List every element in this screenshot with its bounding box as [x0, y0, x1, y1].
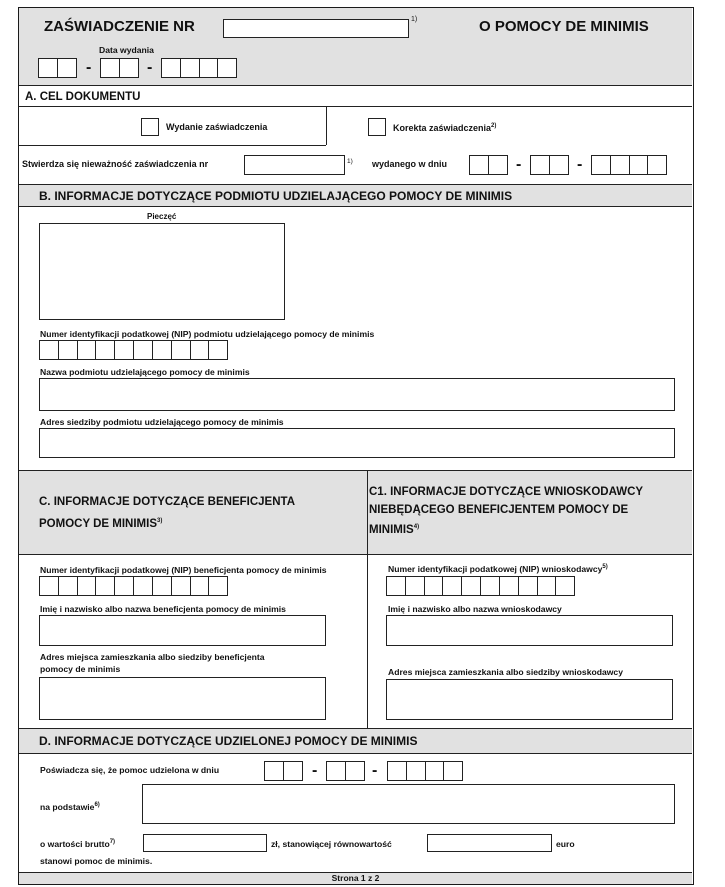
currency-label: euro: [556, 839, 575, 849]
section-c-title-line2: POMOCY DE MINIMIS$^{3)}$: [39, 518, 163, 530]
equivalent-label: zł, stanowiącej równowartość: [271, 839, 392, 849]
applicant-name-input[interactable]: [386, 615, 673, 646]
correction-option-label: Korekta zaświadczenia$^{2)}$: [393, 123, 497, 133]
applicant-nip-input[interactable]: [386, 576, 575, 596]
beneficiary-name-label: Imię i nazwisko albo nazwa beneficjenta pomocy de minimis: [40, 604, 286, 614]
invalid-date-year[interactable]: [591, 155, 667, 175]
legal-basis-input[interactable]: [142, 784, 675, 824]
document-title: ZAŚWIADCZENIE NR: [44, 18, 195, 35]
issue-option-label: Wydanie zaświadczenia: [166, 122, 268, 132]
beneficiary-address-label-line2: pomocy de minimis: [40, 664, 121, 674]
beneficiary-address-input[interactable]: [39, 677, 326, 720]
invalidity-label: Stwierdza się nieważność zaświadczenia nr: [22, 159, 209, 169]
granted-date-day[interactable]: [264, 761, 303, 781]
form-frame: [18, 7, 694, 885]
date-separator: -: [312, 762, 318, 779]
stamp-label: Pieczęć: [147, 212, 177, 221]
legal-basis-label: na podstawie$^{6)}$: [40, 802, 100, 812]
section-c-title: C. INFORMACJE DOTYCZĄCE BENEFICJENTA: [39, 496, 295, 508]
beneficiary-address-label: Adres miejsca zamieszkania albo siedziby beneficjenta: [40, 652, 265, 662]
gross-value-label: o wartości brutto$^{7)}$: [40, 839, 116, 849]
applicant-address-label: Adres miejsca zamieszkania albo siedziby wnioskodawcy: [388, 667, 623, 677]
invalid-date-day[interactable]: [469, 155, 508, 175]
closing-label: stanowi pomoc de minimis.: [40, 856, 153, 866]
beneficiary-name-input[interactable]: [39, 615, 326, 646]
date-separator: -: [577, 156, 583, 173]
gross-value-input[interactable]: [143, 834, 267, 852]
grantor-address-input[interactable]: [39, 428, 675, 458]
invalidated-number-input[interactable]: [244, 155, 345, 175]
grantor-address-label: Adres siedziby podmiotu udzielającego pomocy de minimis: [40, 417, 284, 427]
section-d-title: D. INFORMACJE DOTYCZĄCE UDZIELONEJ POMOCY DE MINIMIS: [39, 734, 418, 748]
grantor-nip-input[interactable]: [39, 340, 228, 360]
issue-checkbox[interactable]: [141, 118, 159, 136]
granted-date-year[interactable]: [387, 761, 463, 781]
granted-on-label: Poświadcza się, że pomoc udzielona w dniu: [40, 765, 220, 775]
footnote-1: 1): [411, 16, 418, 23]
granted-date-month[interactable]: [326, 761, 365, 781]
beneficiary-nip-input[interactable]: [39, 576, 228, 596]
correction-checkbox[interactable]: [368, 118, 386, 136]
document-title-right: O POMOCY DE MINIMIS: [479, 18, 649, 35]
invalid-date-month[interactable]: [530, 155, 569, 175]
date-separator: -: [516, 156, 522, 173]
date-separator: -: [372, 762, 378, 779]
section-c1-title-line2: NIEBĘDĄCEGO BENEFICJENTEM POMOCY DE: [369, 504, 629, 516]
applicant-nip-label: Numer identyfikacji podatkowej (NIP) wnioskodawcy$^{5)}$: [388, 564, 608, 574]
issued-on-label: wydanego w dniu: [372, 159, 448, 169]
grantor-name-input[interactable]: [39, 378, 675, 411]
issue-date-day[interactable]: [38, 58, 77, 78]
issue-date-label: Data wydania: [99, 45, 154, 55]
grantor-name-label: Nazwa podmiotu udzielającego pomocy de minimis: [40, 367, 250, 377]
section-c1-title: C1. INFORMACJE DOTYCZĄCE WNIOSKODAWCY: [369, 486, 644, 498]
stamp-area: [39, 223, 285, 320]
section-a-title: A. CEL DOKUMENTU: [25, 91, 141, 103]
date-separator: -: [86, 59, 92, 76]
issue-date-year[interactable]: [161, 58, 237, 78]
certificate-number-input[interactable]: [223, 19, 409, 38]
section-b-title: B. INFORMACJE DOTYCZĄCE PODMIOTU UDZIELAJĄCEGO POMOCY DE MINIMIS: [39, 189, 513, 203]
footnote-1: 1): [347, 158, 353, 165]
date-separator: -: [147, 59, 153, 76]
issue-date-month[interactable]: [100, 58, 139, 78]
page-number: Strona 1 z 2: [331, 873, 380, 883]
grantor-nip-label: Numer identyfikacji podatkowej (NIP) podmiotu udzielającego pomocy de minimis: [40, 329, 375, 339]
beneficiary-nip-label: Numer identyfikacji podatkowej (NIP) beneficjenta pomocy de minimis: [40, 565, 327, 575]
applicant-address-input[interactable]: [386, 679, 673, 720]
euro-value-input[interactable]: [427, 834, 552, 852]
applicant-name-label: Imię i nazwisko albo nazwa wnioskodawcy: [388, 604, 562, 614]
section-c1-title-line3: MINIMIS$^{4)}$: [369, 524, 420, 536]
